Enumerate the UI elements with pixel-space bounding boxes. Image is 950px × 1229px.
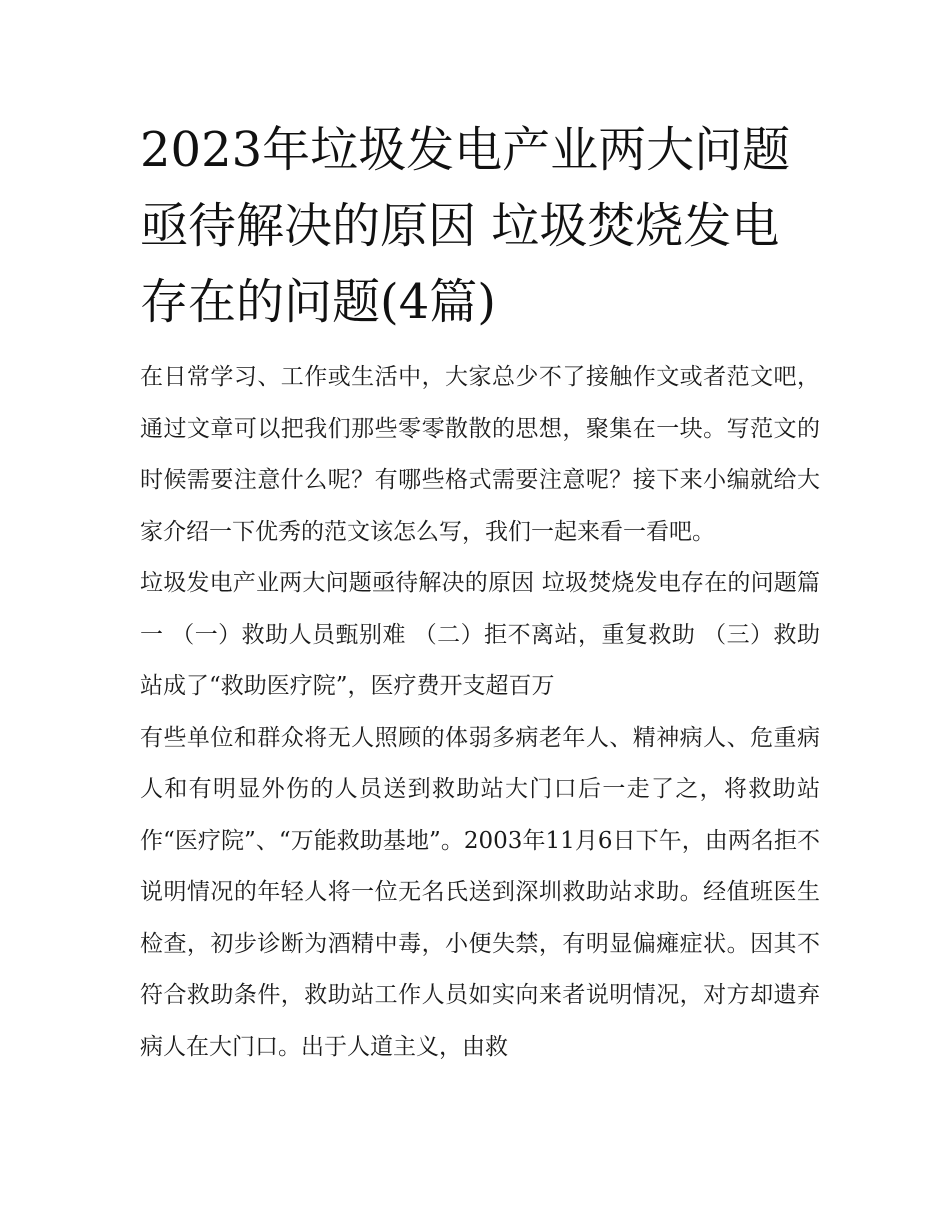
document-title: 2023年垃圾发电产业两大问题亟待解决的原因 垃圾焚烧发电存在的问题(4篇) xyxy=(140,122,791,330)
intro-paragraph: 在日常学习、工作或生活中，大家总少不了接触作文或者范文吧，通过文章可以把我们那些零零散散的思想，聚集在一块。写范文的时候需要注意什么呢？有哪些格式需要注意呢？接下来小编就给大家介绍一下优秀的范文该怎么写，我们一起来看一看吧。 xyxy=(140,364,820,545)
document-body xyxy=(140,352,820,1073)
body-paragraph: 有些单位和群众将无人照顾的体弱多病老年人、精神病人、危重病人和有明显外伤的人员送到救助站大门口后一走了之，将救助站作“医疗院”、“万能救助基地”。2003年11月6日下午，由两名拒不说明情况的年轻人将一位无名氏送到深圳救助站求助。经值班医生检查，初步诊断为酒精中毒，小便失禁，有明显偏瘫症状。因其不符合救助条件，救助站工作人员如实向来者说明情况，对方却遗弃病人在大门口。出于人道主义，由救 xyxy=(140,724,820,1060)
section-heading-paragraph: 垃圾发电产业两大问题亟待解决的原因 垃圾焚烧发电存在的问题篇一 （一）救助人员甄别难 （二）拒不离站，重复救助 （三）救助站成了“救助医疗院”，医疗费开支超百万 xyxy=(140,570,820,699)
